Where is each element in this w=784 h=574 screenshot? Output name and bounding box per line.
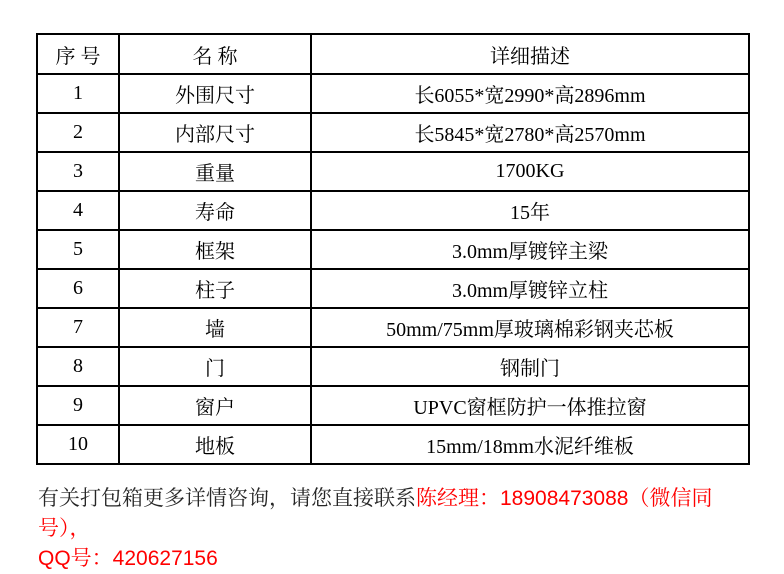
contact-note-prefix: 有关打包箱更多详情咨询，请您直接联系 — [38, 487, 416, 510]
cell-name: 框架 — [119, 230, 311, 269]
cell-description: 50mm/75mm厚玻璃棉彩钢夹芯板 — [311, 308, 749, 347]
cell-description: 15年 — [311, 191, 749, 230]
cell-description: UPVC窗框防护一体推拉窗 — [311, 386, 749, 425]
col-header-name: 名 称 — [119, 34, 311, 74]
cell-description: 长6055*宽2990*高2896mm — [311, 74, 749, 113]
table-row — [37, 308, 749, 347]
cell-name: 柱子 — [119, 269, 311, 308]
cell-description: 长5845*宽2780*高2570mm — [311, 113, 749, 152]
cell-index: 7 — [37, 308, 119, 347]
cell-name: 重量 — [119, 152, 311, 191]
spec-table-body — [37, 74, 749, 464]
cell-name: 墙 — [119, 308, 311, 347]
table-header-row — [37, 34, 749, 74]
cell-name: 寿命 — [119, 191, 311, 230]
cell-description: 1700KG — [311, 152, 749, 191]
cell-name: 门 — [119, 347, 311, 386]
cell-index: 4 — [37, 191, 119, 230]
table-row — [37, 191, 749, 230]
table-row — [37, 269, 749, 308]
col-header-index: 序 号 — [37, 34, 119, 74]
table-row — [37, 152, 749, 191]
contact-qq-number: QQ号：420627156 — [38, 547, 218, 570]
cell-index: 6 — [37, 269, 119, 308]
cell-index: 9 — [37, 386, 119, 425]
table-row — [37, 347, 749, 386]
cell-name: 窗户 — [119, 386, 311, 425]
spec-table — [36, 33, 750, 465]
table-row — [37, 230, 749, 269]
cell-index: 10 — [37, 425, 119, 464]
cell-description: 3.0mm厚镀锌主梁 — [311, 230, 749, 269]
cell-description: 钢制门 — [311, 347, 749, 386]
cell-name: 外围尺寸 — [119, 74, 311, 113]
table-row — [37, 386, 749, 425]
cell-index: 3 — [37, 152, 119, 191]
cell-description: 3.0mm厚镀锌立柱 — [311, 269, 749, 308]
contact-note — [38, 484, 758, 574]
col-header-description: 详细描述 — [311, 34, 749, 74]
cell-name: 内部尺寸 — [119, 113, 311, 152]
contact-manager-phone: 陈经理：18908473088（微信同号）， — [38, 487, 713, 540]
cell-index: 2 — [37, 113, 119, 152]
cell-index: 8 — [37, 347, 119, 386]
cell-index: 5 — [37, 230, 119, 269]
cell-index: 1 — [37, 74, 119, 113]
table-row — [37, 74, 749, 113]
cell-name: 地板 — [119, 425, 311, 464]
cell-description: 15mm/18mm水泥纤维板 — [311, 425, 749, 464]
table-row — [37, 425, 749, 464]
table-row — [37, 113, 749, 152]
